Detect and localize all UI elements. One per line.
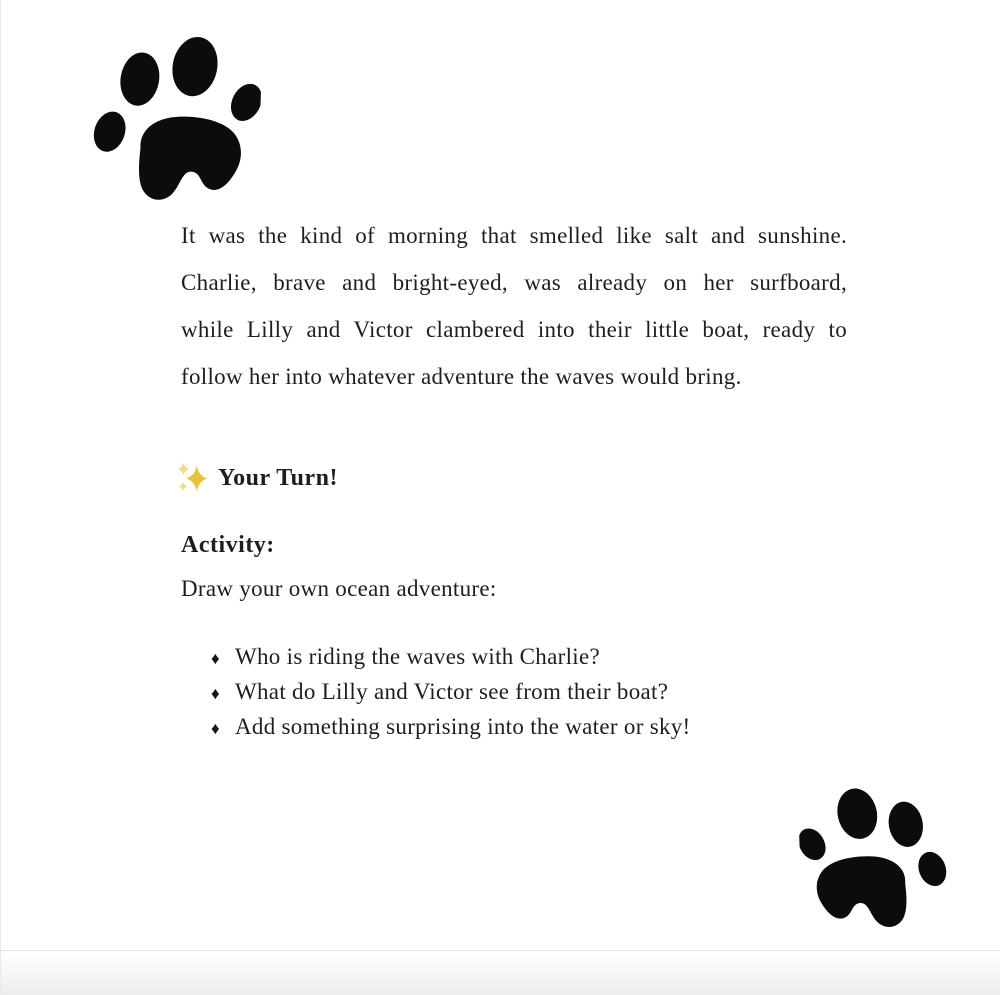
story-line: It was the kind of morning that smelled like salt and sunshine. xyxy=(181,223,847,248)
story-line: Charlie, brave and bright-eyed, was already on her surfboard, xyxy=(181,270,847,295)
bullet-text: Add something surprising into the water or sky! xyxy=(235,714,691,739)
activity-prompt: Draw your own ocean adventure: xyxy=(181,576,497,601)
story-line: follow her into whatever adventure the waves would bring. xyxy=(181,364,742,389)
bullet-list xyxy=(211,639,691,744)
paw-print-icon xyxy=(90,31,263,204)
diamond-bullet-icon: ♦ xyxy=(211,684,220,703)
sparkles-icon xyxy=(175,461,209,495)
story-line: while Lilly and Victor clambered into their little boat, ready to xyxy=(181,317,847,342)
activity-heading: Activity: xyxy=(181,532,275,558)
story-paragraph xyxy=(181,212,847,400)
page-edge-shadow xyxy=(1,950,1000,995)
diamond-bullet-icon: ♦ xyxy=(211,719,220,738)
bullet-item xyxy=(211,709,691,744)
your-turn-label: Your Turn! xyxy=(218,464,338,491)
bullet-text: Who is riding the waves with Charlie? xyxy=(235,644,600,669)
your-turn-heading xyxy=(175,461,338,495)
paw-print-icon xyxy=(798,783,950,930)
bullet-item xyxy=(211,639,691,674)
bullet-item xyxy=(211,674,691,709)
bullet-text: What do Lilly and Victor see from their boat? xyxy=(235,679,669,704)
diamond-bullet-icon: ♦ xyxy=(211,649,220,668)
